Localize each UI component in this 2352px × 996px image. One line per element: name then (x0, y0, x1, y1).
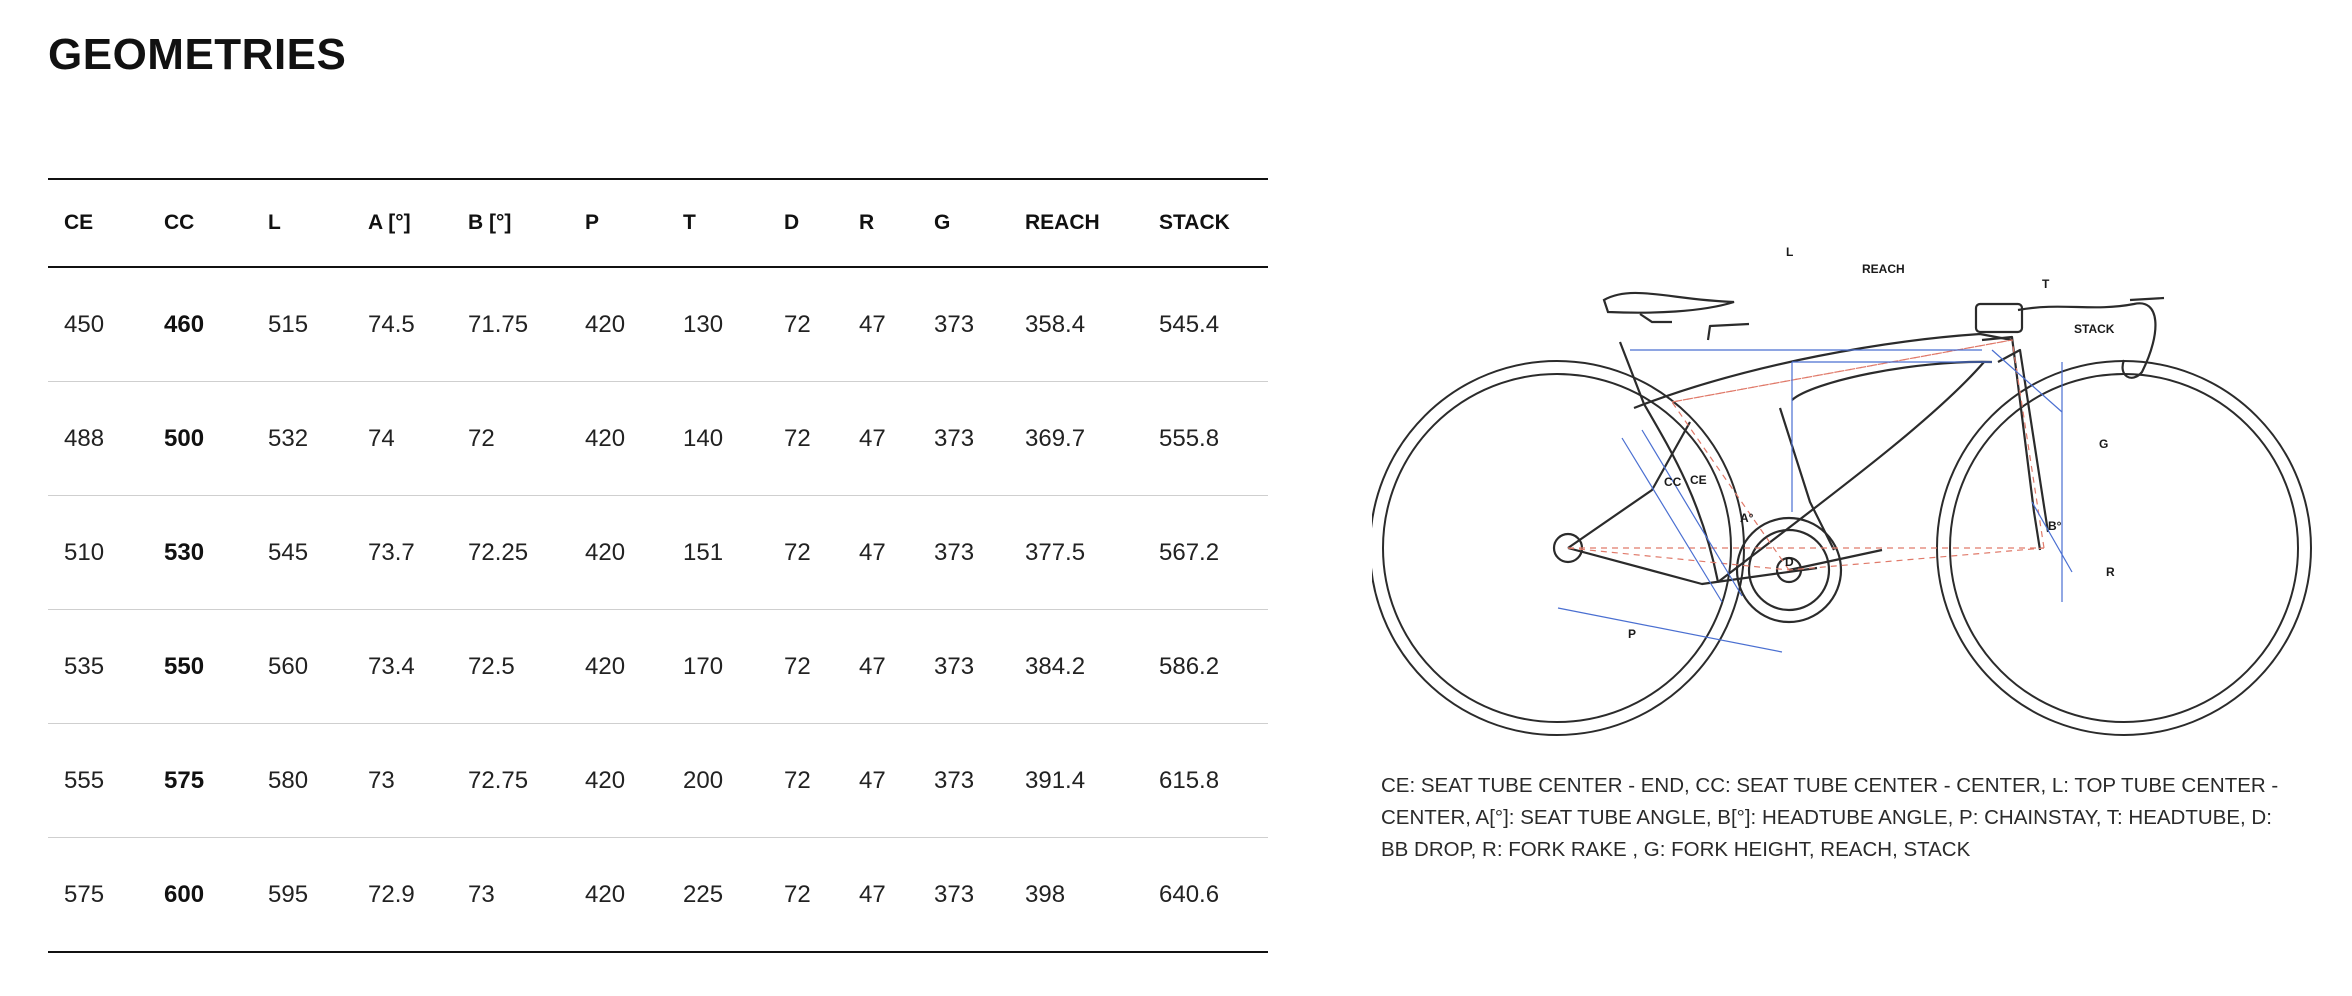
cell-d: 72 (768, 267, 843, 382)
cell-t: 170 (667, 610, 768, 724)
col-header-l: L (252, 179, 352, 267)
cell-ce: 510 (48, 496, 148, 610)
cell-r: 47 (843, 838, 918, 953)
cell-reach: 369.7 (1009, 382, 1143, 496)
cell-g: 373 (918, 610, 1009, 724)
cell-p: 420 (569, 610, 667, 724)
label-a: A° (1740, 511, 1754, 525)
cell-l: 515 (252, 267, 352, 382)
col-header-p: P (569, 179, 667, 267)
cell-stack: 567.2 (1143, 496, 1268, 610)
cell-cc: 500 (148, 382, 252, 496)
saddle (1604, 293, 1734, 322)
cell-a: 73.7 (352, 496, 452, 610)
cell-p: 420 (569, 267, 667, 382)
col-header-reach: REACH (1009, 179, 1143, 267)
cell-stack: 640.6 (1143, 838, 1268, 953)
cell-reach: 384.2 (1009, 610, 1143, 724)
col-header-ce: CE (48, 179, 148, 267)
col-header-r: R (843, 179, 918, 267)
cell-d: 72 (768, 838, 843, 953)
bike-geometry-diagram (1372, 172, 2312, 747)
geometry-table (48, 178, 1268, 953)
cell-a: 72.9 (352, 838, 452, 953)
table-row (48, 496, 1268, 610)
col-header-stack: STACK (1143, 179, 1268, 267)
cell-b: 72.25 (452, 496, 569, 610)
table-row (48, 267, 1268, 382)
cell-ce: 450 (48, 267, 148, 382)
cell-p: 420 (569, 382, 667, 496)
cell-d: 72 (768, 610, 843, 724)
col-header-b: B [°] (452, 179, 569, 267)
cell-g: 373 (918, 382, 1009, 496)
cell-a: 73.4 (352, 610, 452, 724)
cell-t: 225 (667, 838, 768, 953)
label-b: B° (2048, 519, 2062, 533)
cell-l: 580 (252, 724, 352, 838)
col-header-a: A [°] (352, 179, 452, 267)
table-row (48, 838, 1268, 953)
cell-t: 140 (667, 382, 768, 496)
cell-reach: 391.4 (1009, 724, 1143, 838)
table-row (48, 610, 1268, 724)
cell-d: 72 (768, 382, 843, 496)
cell-ce: 575 (48, 838, 148, 953)
label-l: L (1786, 245, 1794, 259)
col-header-t: T (667, 179, 768, 267)
label-reach: REACH (1862, 262, 1905, 276)
cell-b: 73 (452, 838, 569, 953)
cell-d: 72 (768, 496, 843, 610)
table-row (48, 382, 1268, 496)
cell-p: 420 (569, 496, 667, 610)
cell-ce: 555 (48, 724, 148, 838)
col-header-cc: CC (148, 179, 252, 267)
cell-p: 420 (569, 838, 667, 953)
cell-t: 130 (667, 267, 768, 382)
front-wheel (1937, 361, 2311, 735)
cell-r: 47 (843, 496, 918, 610)
cell-b: 72.5 (452, 610, 569, 724)
cell-cc: 600 (148, 838, 252, 953)
cell-stack: 545.4 (1143, 267, 1268, 382)
cell-p: 420 (569, 724, 667, 838)
cell-d: 72 (768, 724, 843, 838)
label-cc: CC (1664, 475, 1682, 489)
label-g: G (2099, 437, 2109, 451)
cell-b: 71.75 (452, 267, 569, 382)
cell-reach: 377.5 (1009, 496, 1143, 610)
cell-b: 72.75 (452, 724, 569, 838)
cell-a: 74 (352, 382, 452, 496)
handlebar (2018, 298, 2164, 378)
cell-cc: 575 (148, 724, 252, 838)
cell-l: 532 (252, 382, 352, 496)
label-t: T (2042, 277, 2050, 291)
cell-g: 373 (918, 724, 1009, 838)
cell-g: 373 (918, 838, 1009, 953)
cell-stack: 586.2 (1143, 610, 1268, 724)
cell-l: 595 (252, 838, 352, 953)
cell-b: 72 (452, 382, 569, 496)
label-stack: STACK (2074, 322, 2115, 336)
cell-reach: 398 (1009, 838, 1143, 953)
cell-ce: 535 (48, 610, 148, 724)
label-p: P (1628, 627, 1637, 641)
cell-g: 373 (918, 267, 1009, 382)
label-d: D (1785, 555, 1794, 569)
cell-cc: 550 (148, 610, 252, 724)
cell-cc: 460 (148, 267, 252, 382)
cell-ce: 488 (48, 382, 148, 496)
cell-r: 47 (843, 610, 918, 724)
page-title: GEOMETRIES (48, 30, 347, 79)
table-row (48, 724, 1268, 838)
cell-g: 373 (918, 496, 1009, 610)
crankset (1554, 518, 1882, 622)
cell-t: 200 (667, 724, 768, 838)
rear-wheel (1372, 361, 1744, 735)
cell-reach: 358.4 (1009, 267, 1143, 382)
cell-stack: 555.8 (1143, 382, 1268, 496)
geometry-legend: CE: SEAT TUBE CENTER - END, CC: SEAT TUBE CENTER - CENTER, L: TOP TUBE CENTER - CENTER, A[°]: SEAT TUBE ANGLE, B[°]: HEADTUBE ANGLE, P: CHAINSTAY, T: HEADTUBE, D: BB DROP, R: FORK RAKE , G: FORK HEIGHT, REACH, STACK (1381, 774, 2279, 861)
label-ce: CE (1690, 473, 1707, 487)
cell-t: 151 (667, 496, 768, 610)
cell-stack: 615.8 (1143, 724, 1268, 838)
cell-cc: 530 (148, 496, 252, 610)
table-header-row (48, 179, 1268, 267)
cell-r: 47 (843, 267, 918, 382)
col-header-g: G (918, 179, 1009, 267)
cell-r: 47 (843, 382, 918, 496)
col-header-d: D (768, 179, 843, 267)
cell-r: 47 (843, 724, 918, 838)
cell-l: 545 (252, 496, 352, 610)
cell-a: 73 (352, 724, 452, 838)
cell-a: 74.5 (352, 267, 452, 382)
cell-l: 560 (252, 610, 352, 724)
label-r: R (2106, 565, 2115, 579)
